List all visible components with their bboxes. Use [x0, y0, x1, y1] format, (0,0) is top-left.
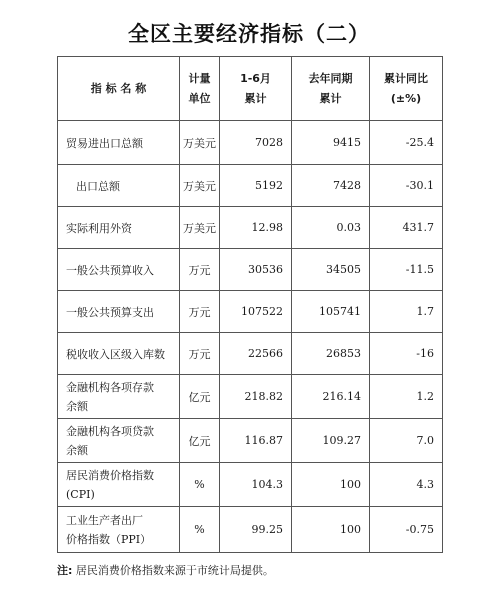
row-unit: 万美元 [180, 207, 220, 249]
row-last-year: 100 [292, 507, 370, 553]
row-current: 107522 [220, 291, 292, 333]
header-unit-line2: 单位 [188, 91, 211, 105]
row-unit: 万元 [180, 291, 220, 333]
table-row [58, 507, 443, 553]
row-yoy: -11.5 [370, 249, 443, 291]
row-unit: % [180, 463, 220, 507]
row-last-year: 105741 [292, 291, 370, 333]
row-yoy: -25.4 [370, 121, 443, 165]
page-title: 全区主要经济指标（二） [128, 22, 370, 46]
header-current [220, 57, 292, 121]
row-unit: 亿元 [180, 375, 220, 419]
header-current-line2: 累计 [244, 91, 267, 105]
row-name [58, 507, 180, 553]
row-name: 一般公共预算支出 [58, 291, 180, 333]
header-last-year [292, 57, 370, 121]
row-last-year: 7428 [292, 165, 370, 207]
row-yoy: 1.2 [370, 375, 443, 419]
row-current: 5192 [220, 165, 292, 207]
row-name: 出口总额 [58, 165, 180, 207]
header-yoy-line2: (±%) [390, 91, 422, 105]
row-last-year: 100 [292, 463, 370, 507]
row-current: 116.87 [220, 419, 292, 463]
row-last-year: 34505 [292, 249, 370, 291]
row-name-line1: 居民消费价格指数 [66, 468, 154, 482]
row-last-year: 26853 [292, 333, 370, 375]
row-yoy: -30.1 [370, 165, 443, 207]
row-name-line2: 价格指数（PPI） [66, 532, 152, 546]
row-current: 22566 [220, 333, 292, 375]
header-yoy [370, 57, 443, 121]
footnote-label: 注: [57, 564, 73, 577]
row-last-year: 109.27 [292, 419, 370, 463]
row-last-year: 9415 [292, 121, 370, 165]
row-yoy: 431.7 [370, 207, 443, 249]
row-name-line1: 金融机构各项贷款 [66, 424, 154, 438]
row-name: 实际利用外资 [58, 207, 180, 249]
row-unit: 万美元 [180, 121, 220, 165]
footnote-text: 居民消费价格指数来源于市统计局提供。 [75, 564, 274, 577]
row-unit: 万美元 [180, 165, 220, 207]
row-unit: % [180, 507, 220, 553]
row-current: 12.98 [220, 207, 292, 249]
row-name-line2: 余额 [66, 443, 88, 457]
row-last-year: 216.14 [292, 375, 370, 419]
row-name-line2: (CPI) [66, 487, 95, 501]
footnote [57, 562, 274, 578]
row-yoy: 7.0 [370, 419, 443, 463]
row-name: 税收收入区级入库数 [58, 333, 180, 375]
row-name-line2: 余额 [66, 399, 88, 413]
row-name [58, 463, 180, 507]
table-row [58, 375, 443, 419]
header-unit-line1: 计量 [188, 71, 211, 85]
header-unit [180, 57, 220, 121]
table-row [58, 463, 443, 507]
header-last-year-line1: 去年同期 [308, 71, 353, 85]
row-name: 一般公共预算收入 [58, 249, 180, 291]
table-row [58, 165, 443, 207]
table-row [58, 121, 443, 165]
row-name: 贸易进出口总额 [58, 121, 180, 165]
table-row [58, 333, 443, 375]
table-row [58, 419, 443, 463]
row-unit: 万元 [180, 333, 220, 375]
table-row [58, 249, 443, 291]
table-header-row [58, 57, 443, 121]
row-name [58, 375, 180, 419]
row-current: 99.25 [220, 507, 292, 553]
row-name-line1: 金融机构各项存款 [66, 380, 154, 394]
header-indicator-name: 指 标 名 称 [58, 57, 180, 121]
table-row [58, 291, 443, 333]
row-current: 30536 [220, 249, 292, 291]
row-yoy: -16 [370, 333, 443, 375]
row-current: 218.82 [220, 375, 292, 419]
row-yoy: 1.7 [370, 291, 443, 333]
row-current: 104.3 [220, 463, 292, 507]
header-last-year-line2: 累计 [319, 91, 342, 105]
row-last-year: 0.03 [292, 207, 370, 249]
row-yoy: -0.75 [370, 507, 443, 553]
row-unit: 万元 [180, 249, 220, 291]
table-row [58, 207, 443, 249]
row-yoy: 4.3 [370, 463, 443, 507]
row-unit: 亿元 [180, 419, 220, 463]
header-current-line1: 1-6月 [240, 71, 271, 85]
row-current: 7028 [220, 121, 292, 165]
row-name [58, 419, 180, 463]
header-yoy-line1: 累计同比 [384, 71, 428, 85]
indicator-table [57, 56, 443, 553]
row-name-line1: 工业生产者出厂 [66, 513, 143, 527]
